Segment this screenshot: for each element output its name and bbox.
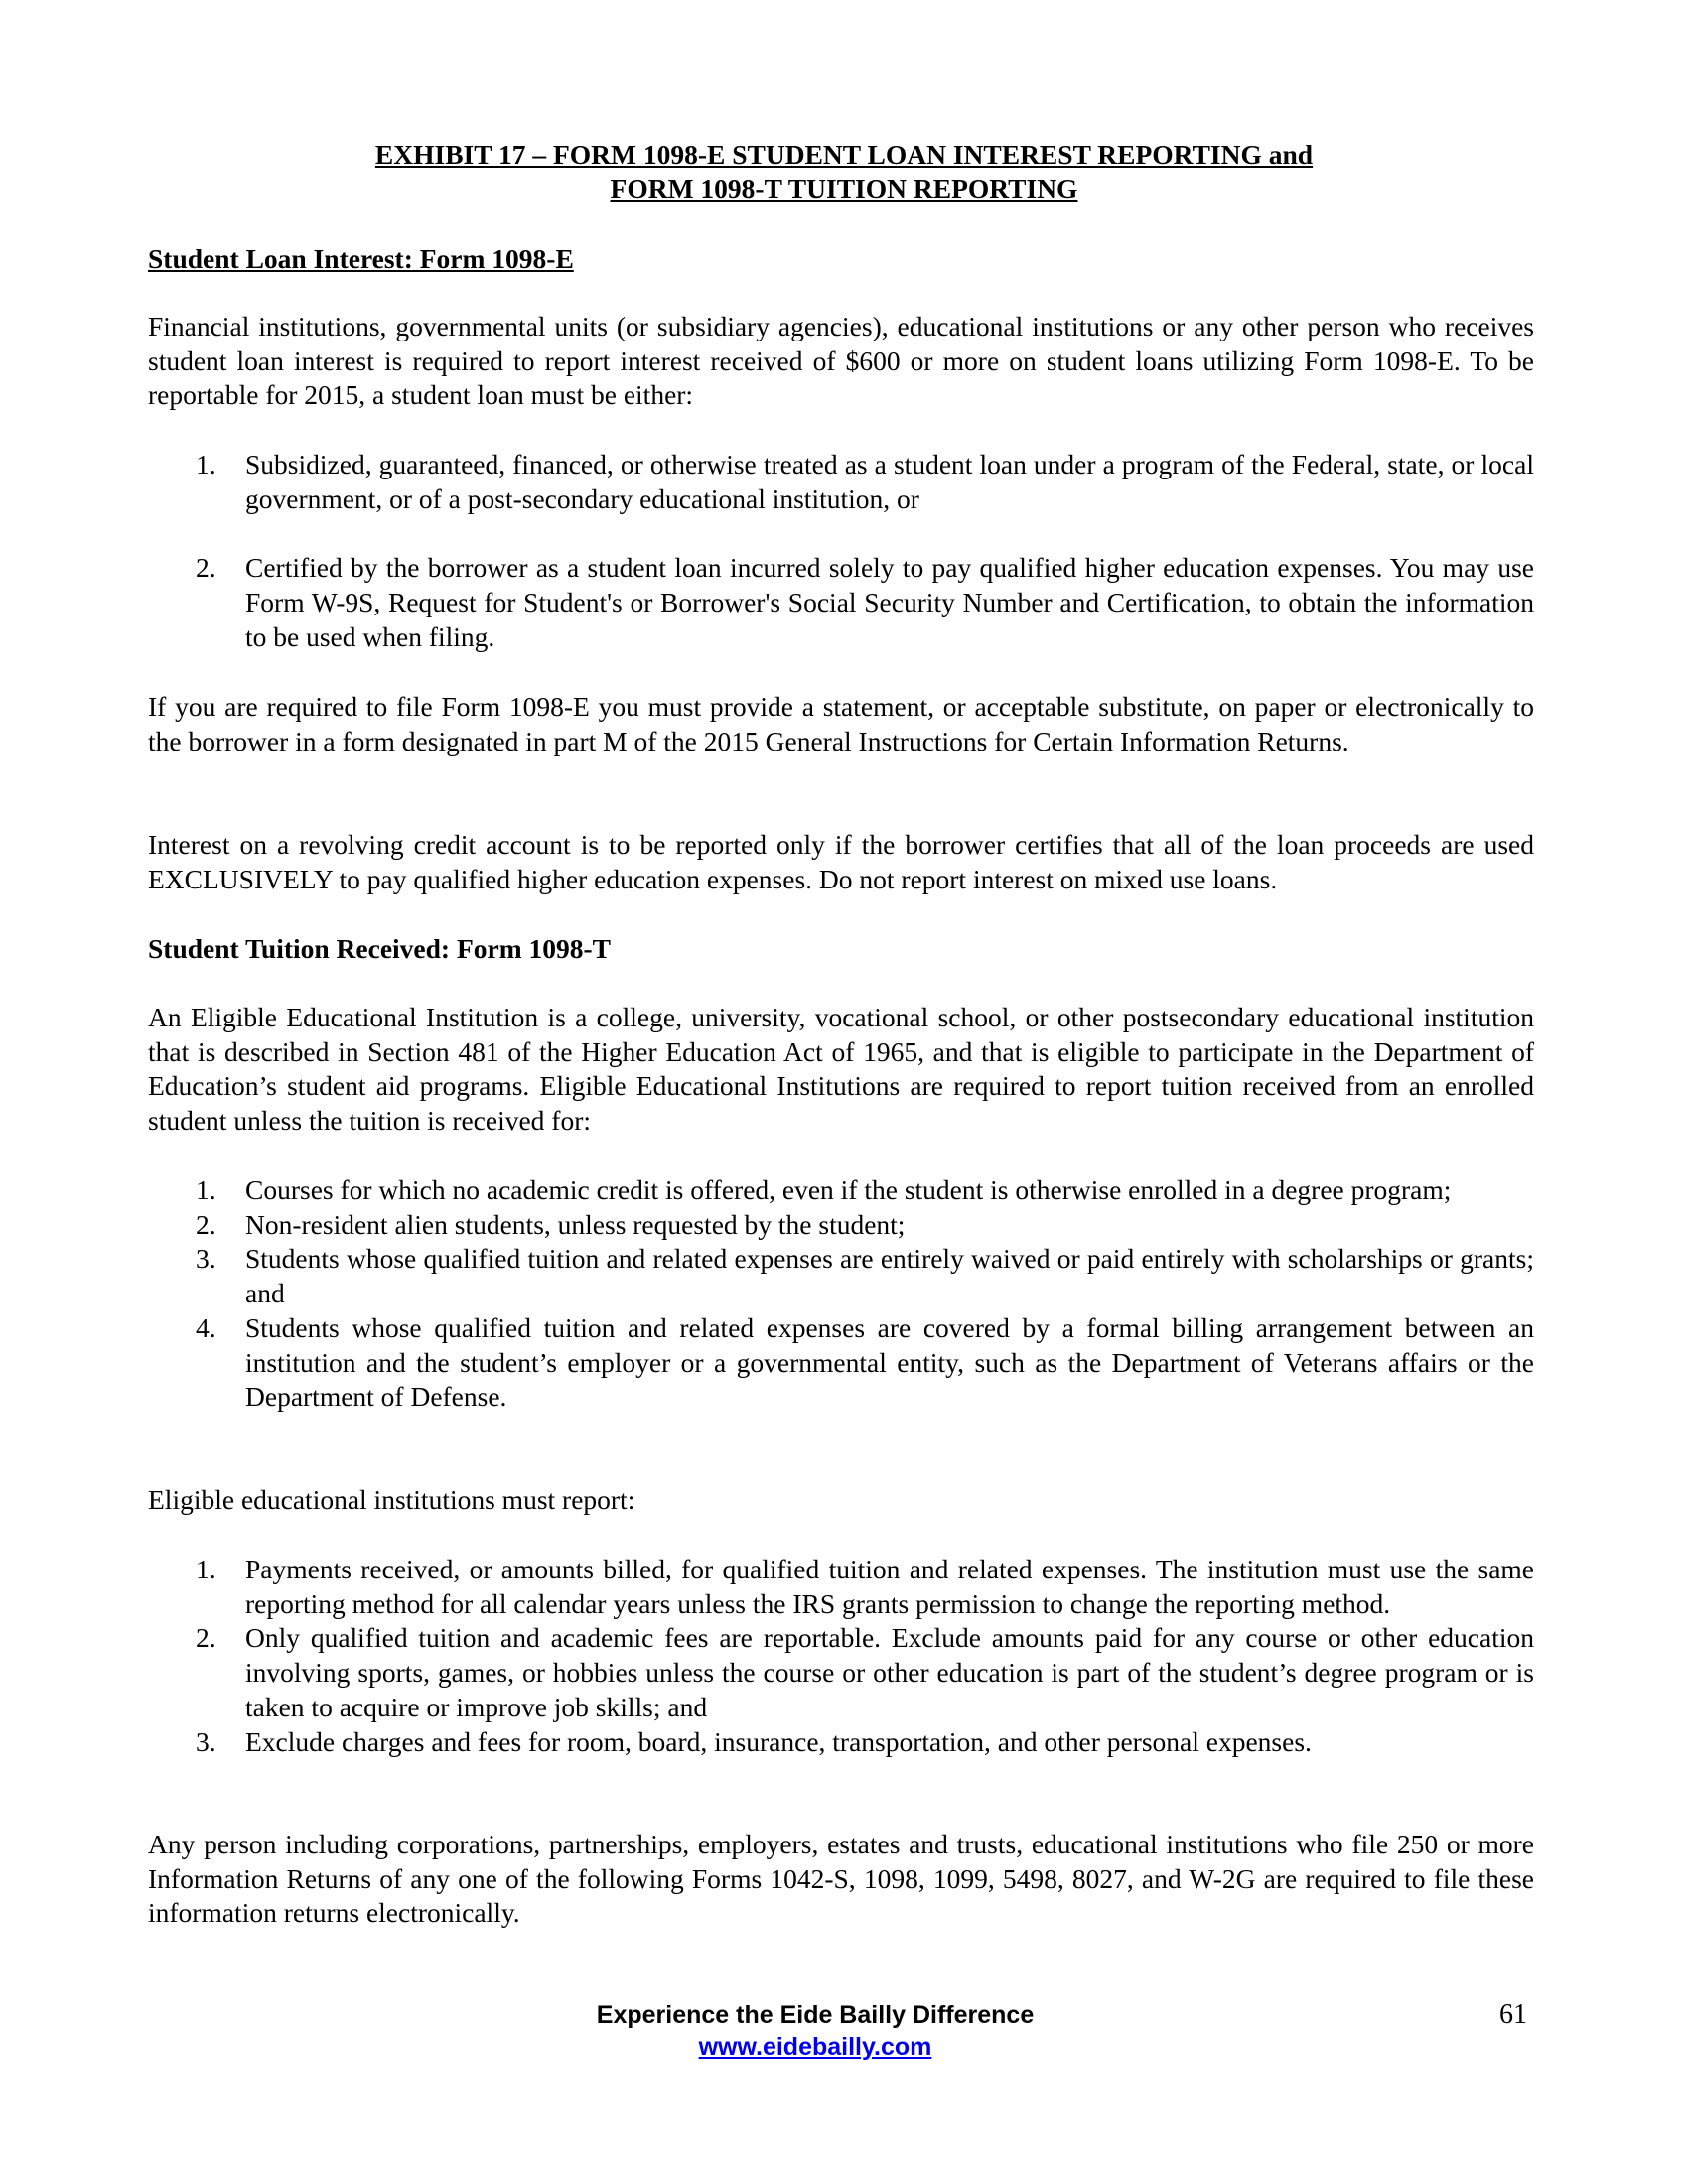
list-text: Students whose qualified tuition and related expenses are entirely waived or paid entirely with scholarships or grants; and <box>245 1243 1534 1309</box>
section-heading-1098t: Student Tuition Received: Form 1098-T <box>148 933 611 964</box>
list-text: Students whose qualified tuition and related expenses are covered by a formal billing arrangement between an institution and the student’s employer or a governmental entity, such as the Department of Veterans affairs or the Department of Defense. <box>245 1311 1534 1413</box>
list-text: Exclude charges and fees for room, board, insurance, transportation, and other personal expenses. <box>245 1725 1312 1757</box>
list-number: 1. <box>196 449 216 479</box>
list-number: 2. <box>196 1208 216 1240</box>
list-number: 3. <box>196 1725 216 1757</box>
list-number: 1. <box>196 1554 216 1584</box>
paragraph-1098e-intro: Financial institutions, governmental units (or subsidiary agencies), educational institutions or any other person who receives student loan interest is required to report interest received of $600 or more on student loans utilizing Form 1098-E. To be reportable for 2015, a student loan must be either: <box>148 311 1534 411</box>
list-text: Only qualified tuition and academic fees are reportable. Exclude amounts paid for any course or other education involving sports, games, or hobbies unless the course or other education is part of the student’s degree program or is taken to acquire or improve job skills; and <box>245 1622 1534 1722</box>
list-number: 3. <box>196 1243 216 1275</box>
paragraph-1098t-intro: An Eligible Educational Institution is a college, university, vocational school, or other postsecondary educational institution that is described in Section 481 of the Higher Education Act of 1965, and that is eligible to participate in the Department of Education’s student aid programs. Eligible Educational Institutions are required to report tuition received from an enrolled student unless the tuition is received for: <box>148 1002 1534 1137</box>
list-text: Non-resident alien students, unless requested by the student; <box>245 1208 906 1240</box>
list-item <box>148 1242 1534 1310</box>
paragraph-revolving-credit: Interest on a revolving credit account is to be reported only if the borrower certifies that all of the loan proceeds are used EXCLUSIVELY to pay qualified higher education expenses. Do not report interest on mixed use loans. <box>148 829 1534 894</box>
list-text: Subsidized, guaranteed, financed, or otherwise treated as a student loan under a program of the Federal, state, or local government, or of a post-secondary educational institution, or <box>245 449 1534 514</box>
list-number: 1. <box>196 1174 216 1205</box>
footer-website-link[interactable]: www.eidebailly.com <box>698 2033 932 2061</box>
list-item <box>148 1173 1534 1208</box>
list-item <box>148 1725 1534 1760</box>
list-item <box>148 1311 1534 1415</box>
list-1098t-requirements <box>148 1553 1534 1759</box>
section-heading-1098e: Student Loan Interest: Form 1098-E <box>148 243 574 274</box>
list-number: 4. <box>196 1311 216 1343</box>
list-number: 2. <box>196 1622 216 1654</box>
list-item <box>148 1208 1534 1243</box>
paragraph-electronic-filing: Any person including corporations, partnerships, employers, estates and trusts, educational institutions who file 250 or more Information Returns of any one of the following Forms 1042-S, 1098, 1099, 5498, 8027, and W-2G are required to file these information returns electronically. <box>148 1829 1534 1929</box>
list-item <box>148 551 1534 654</box>
exhibit-title-line1: EXHIBIT 17 – FORM 1098-E STUDENT LOAN INTEREST REPORTING and <box>374 139 1314 170</box>
list-text: Certified by the borrower as a student loan incurred solely to pay qualified higher education expenses. You may use Form W-9S, Request for Student's or Borrower's Social Security Number and Certification, to obtain the information to be used when filing. <box>245 552 1534 652</box>
list-text: Courses for which no academic credit is offered, even if the student is otherwise enrolled in a degree program; <box>245 1174 1452 1205</box>
list-item <box>148 1553 1534 1621</box>
list-1098e-criteria <box>148 448 1534 654</box>
list-text: Payments received, or amounts billed, for qualified tuition and related expenses. The institution must use the same reporting method for all calendar years unless the IRS grants permission to change the reporting method. <box>245 1554 1534 1619</box>
list-number: 2. <box>196 552 216 584</box>
paragraph-1098e-statement: If you are required to file Form 1098-E you must provide a statement, or acceptable substitute, on paper or electronically to the borrower in a form designated in part M of the 2015 General Instructions for Certain Information Returns. <box>148 691 1534 756</box>
footer-tagline: Experience the Eide Bailly Difference <box>596 2001 1035 2029</box>
paragraph-must-report: Eligible educational institutions must report: <box>148 1484 635 1515</box>
list-1098t-exceptions <box>148 1173 1534 1415</box>
list-item <box>148 448 1534 516</box>
exhibit-title-line2: FORM 1098-T TUITION REPORTING <box>610 173 1078 204</box>
page-number: 61 <box>1499 1999 1527 2030</box>
list-item <box>148 1621 1534 1724</box>
